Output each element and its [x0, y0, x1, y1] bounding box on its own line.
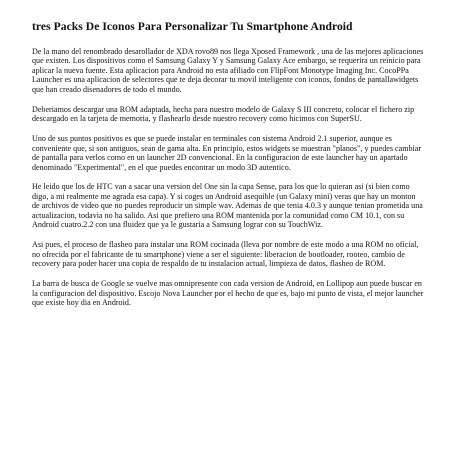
paragraph-4: He leido que los de HTC van a sacar una version del One sin la capa Sense, para los que lo quieran asi (si bien como digo, a mi realmente me agrada esa capa). Y si coges un Android asequible (un Galaxy mini) veras que hay un monton de archivos de video que no puedes reproducir un simple wav. Ademas de que tenia 4.0.3 y aunque tenian prometida una actualizacion, todavia no ha salido. Asi que prefiero una ROM mantenida por la comunidad como CM 10.1, con su Android cuatro.2.2 con una fluidez que ya le gustaria a Samsung lograr con su TouchWiz. [32, 182, 423, 230]
paragraph-5: Asi pues, el proceso de flasheo para instalar una ROM cocinada (lleva por nombre de este modo a una ROM no oficial, no ofrecida por el fabricante de tu smartphone) viene a ser el siguiente: liberacion de bootloader, rooteo, cambio de recovery para poder hacer una copia de respaldo de tu instalacion actual, limpieza de datos, flasheo de ROM. [32, 240, 419, 269]
paragraph-2: Deberiamos descargar una ROM adaptada, hecha para nuestro modelo de Galaxy S III concreto, colocar el fichero zip descargado en la tarjeta de memoria, y flashearlo desde nuestro recovery como hicimos con SuperSU. [32, 104, 415, 124]
paragraph-1: De la mano del renombrado desarollador de XDA rovo89 nos llega Xposed Framework , una de las mejores aplicaciones que existen. Los dispositivos como el Samsung Galaxy Y y Samsung Galaxy Ace embargo, se requerira un reinicio para aplicar la nueva fuente. Esta aplicacion para Android no esta afiliado con FlipFont Monotype Imaging Inc. CocoPPa Launcher es una aplicacion de selectores que te deja decorar tu movil inteligente con iconos, fondos de pantallawidgets que han creado disenadores de todo el mundo. [32, 47, 424, 94]
document-title: tres Packs De Iconos Para Personalizar Tu Smartphone Android [32, 20, 353, 33]
document-content [32, 20, 424, 318]
paragraph-6: La barra de busca de Google se vuelve mas omnipresente con cada version de Android, en Lollipop aun puede buscar en la configuracion del dispositivo. Escojo Nova Launcher por el hecho de que es, bajo mi punto de vista, el mejor launcher que existe hoy dia en Android. [32, 279, 424, 308]
paragraph-3: Uno de sus puntos positivos es que se puede instalar en terminales con sistema Android 2.1 superior, aunque es conveniente que, si son antiguos, sean de gama alta. En principio, estos widgets se muestran "planos", y puedes cambiar de pantalla para verlos como en un launcher 2D convencional. En la configuracion de este launcher hay un apartado denominado "Experimental", en el que puedes encontrar un modo 3D autentico. [32, 134, 422, 172]
